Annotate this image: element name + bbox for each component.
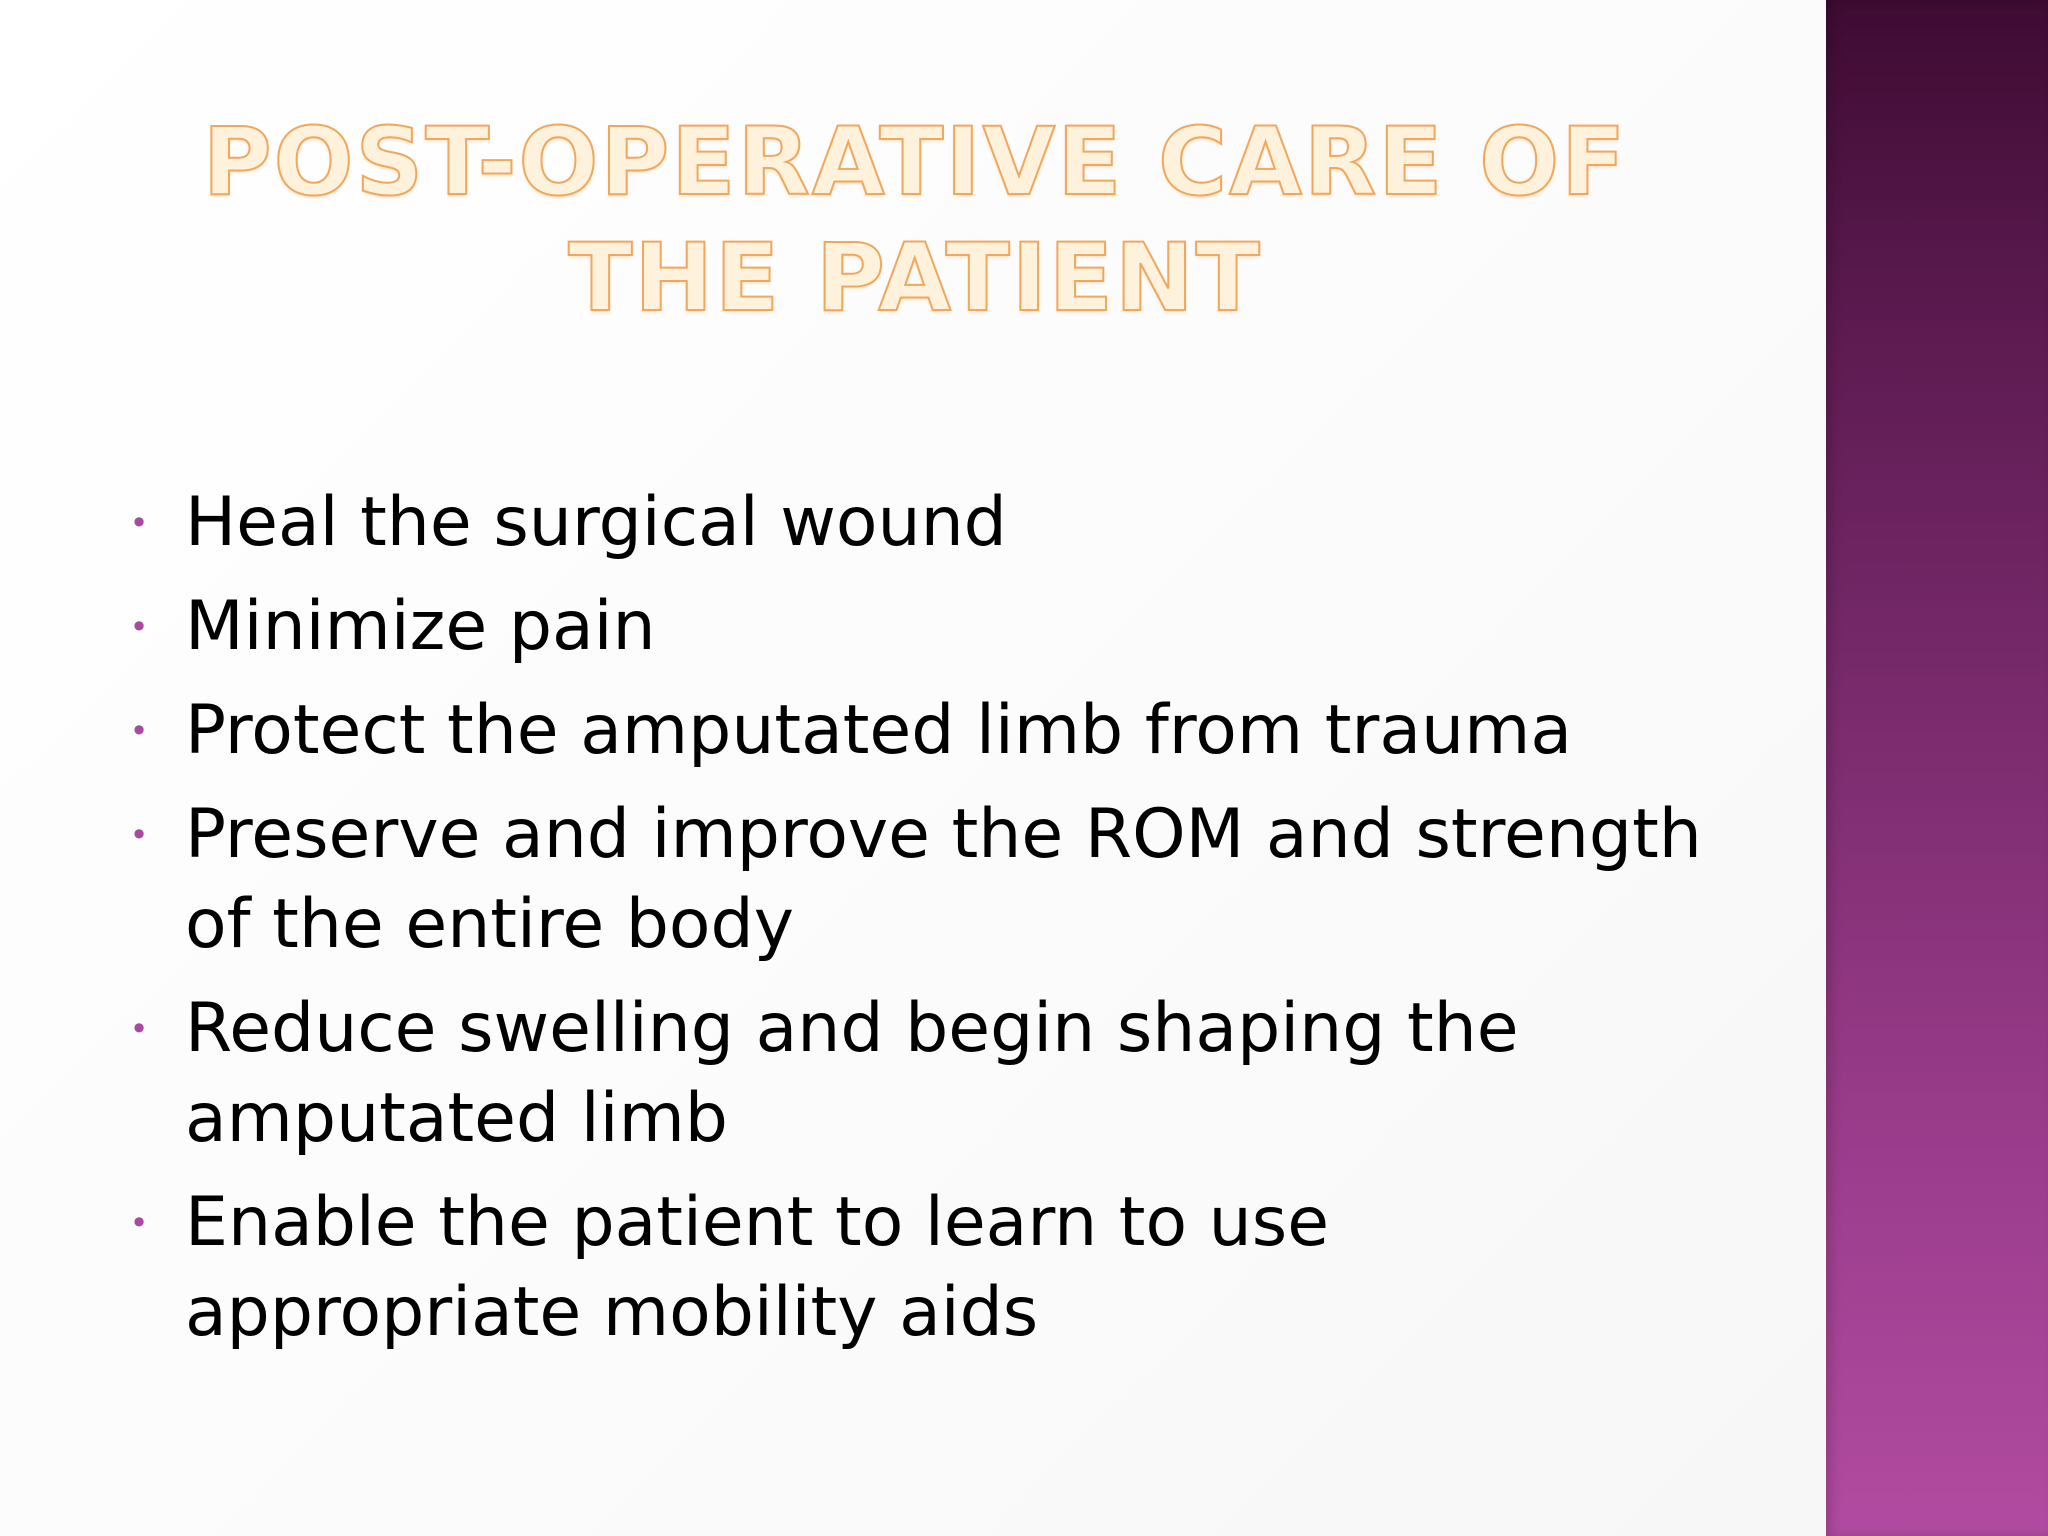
bullet-text: Enable the patient to learn to use appropriate mobility aids — [185, 1183, 1330, 1352]
bullet-icon: • — [129, 816, 149, 854]
list-item — [110, 1178, 1710, 1358]
decorative-sidebar-band — [1826, 0, 2048, 1536]
bullet-list — [110, 478, 1710, 1372]
list-item — [110, 790, 1710, 970]
bullet-text: Preserve and improve the ROM and strength of the entire body — [185, 795, 1702, 964]
bullet-text: Minimize pain — [185, 587, 656, 666]
list-item — [110, 478, 1710, 568]
bullet-icon: • — [129, 1010, 149, 1048]
bullet-icon: • — [129, 504, 149, 542]
bullet-text: Reduce swelling and begin shaping the amputated limb — [185, 989, 1519, 1158]
bullet-icon: • — [129, 1204, 149, 1242]
bullet-text: Protect the amputated limb from trauma — [185, 691, 1572, 770]
bullet-icon: • — [129, 608, 149, 646]
list-item — [110, 582, 1710, 672]
slide-title: POST-OPERATIVE CARE OF THE PATIENT — [202, 108, 1628, 333]
list-item — [110, 686, 1710, 776]
list-item — [110, 984, 1710, 1164]
bullet-icon: • — [129, 712, 149, 750]
bullet-text: Heal the surgical wound — [185, 483, 1007, 562]
